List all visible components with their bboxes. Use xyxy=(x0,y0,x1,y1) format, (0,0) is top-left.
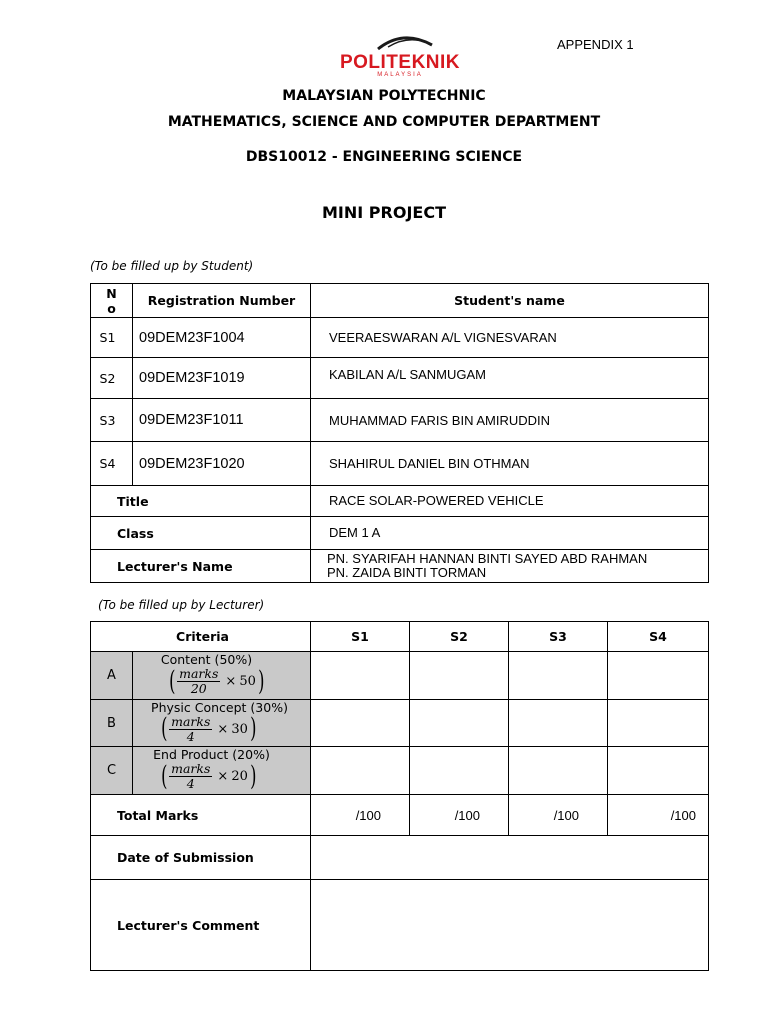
criteria-content-cell xyxy=(133,652,311,700)
table-row xyxy=(91,442,709,486)
criteria-letter: C xyxy=(91,747,133,795)
formula-numerator: marks xyxy=(179,666,219,681)
student-name[interactable]: MUHAMMAD FARIS BIN AMIRUDDIN xyxy=(311,399,709,442)
registration-number[interactable]: 09DEM23F1004 xyxy=(133,318,311,358)
student-id: S4 xyxy=(91,442,133,486)
name-header: Student's name xyxy=(311,284,709,318)
mark-cell-s4[interactable] xyxy=(608,747,709,795)
registration-number[interactable]: 09DEM23F1011 xyxy=(133,399,311,442)
student-table-header xyxy=(91,284,709,318)
student-table xyxy=(90,283,709,583)
mark-cell-s1[interactable] xyxy=(311,700,410,747)
formula-denominator: 20 xyxy=(190,681,207,696)
class-label: Class xyxy=(91,517,311,550)
department-heading: MATHEMATICS, SCIENCE AND COMPUTER DEPARTMENT xyxy=(167,114,601,130)
registration-header: Registration Number xyxy=(133,284,311,318)
criteria-formula: ( $\frac{\text{marks}}{4}$ × 30 ) xyxy=(160,713,257,744)
student-id: S3 xyxy=(91,399,133,442)
s3-header: S3 xyxy=(509,622,608,652)
criteria-row xyxy=(91,700,709,747)
marks-table-header xyxy=(91,622,709,652)
criteria-title: Content (50%) xyxy=(160,652,253,667)
marks-table xyxy=(90,621,709,971)
class-value[interactable]: DEM 1 A xyxy=(311,517,709,550)
table-row xyxy=(91,358,709,399)
criteria-letter: A xyxy=(91,652,133,700)
s4-header: S4 xyxy=(608,622,709,652)
submission-row xyxy=(91,836,709,880)
s1-header: S1 xyxy=(311,622,410,652)
title-label: Title xyxy=(91,486,311,517)
criteria-row xyxy=(91,747,709,795)
mark-cell-s1[interactable] xyxy=(311,747,410,795)
title-value[interactable]: RACE SOLAR-POWERED VEHICLE xyxy=(311,486,709,517)
registration-number[interactable]: 09DEM23F1019 xyxy=(133,358,311,399)
formula-denominator: 4 xyxy=(186,728,195,744)
student-id: S1 xyxy=(91,318,133,358)
total-marks-row xyxy=(91,795,709,836)
criteria-title: End Product (20%) xyxy=(153,747,270,762)
student-name[interactable]: VEERAESWARAN A/L VIGNESVARAN xyxy=(311,318,709,358)
student-name[interactable]: KABILAN A/L SANMUGAM xyxy=(311,358,709,399)
lecturer-section-note: (To be filled up by Lecturer) xyxy=(98,598,265,612)
criteria-header: Criteria xyxy=(91,622,311,652)
total-s4[interactable]: /100 xyxy=(608,795,709,836)
criteria-formula: ( $\frac{\text{marks}}{4}$ × 20 ) xyxy=(160,760,257,792)
student-section-note: (To be filled up by Student) xyxy=(90,259,254,273)
lecturer-name-1: PN. SYARIFAH HANNAN BINTI SAYED ABD RAHMAN xyxy=(327,551,648,566)
total-s2[interactable]: /100 xyxy=(410,795,509,836)
mark-cell-s4[interactable] xyxy=(608,652,709,700)
no-header: N o xyxy=(91,284,133,318)
lecturer-comment-label: Lecturer's Comment xyxy=(91,880,311,971)
mark-cell-s2[interactable] xyxy=(410,747,509,795)
criteria-row xyxy=(91,652,709,700)
politeknik-logo xyxy=(328,33,473,78)
project-heading: MINI PROJECT xyxy=(322,203,446,222)
s2-header: S2 xyxy=(410,622,509,652)
table-row xyxy=(91,318,709,358)
formula-multiplier: 20 xyxy=(231,769,248,784)
mark-cell-s4[interactable] xyxy=(608,700,709,747)
lecturer-comment-field[interactable] xyxy=(311,880,709,971)
criteria-letter: B xyxy=(91,700,133,747)
mark-cell-s1[interactable] xyxy=(311,652,410,700)
multiply-sign: × xyxy=(225,674,237,689)
table-row xyxy=(91,399,709,442)
formula-multiplier: 30 xyxy=(231,721,248,737)
institution-heading: MALAYSIAN POLYTECHNIC xyxy=(282,88,486,104)
lecturer-name-value[interactable] xyxy=(311,550,709,583)
lecturer-name-label: Lecturer's Name xyxy=(91,550,311,583)
multiply-sign: × xyxy=(217,769,229,784)
multiply-sign: × xyxy=(217,721,229,737)
formula-numerator: marks xyxy=(171,713,211,729)
registration-number[interactable]: 09DEM23F1020 xyxy=(133,442,311,486)
formula-numerator: marks xyxy=(171,761,211,776)
total-marks-label: Total Marks xyxy=(91,795,311,836)
svg-text:MALAYSIA: MALAYSIA xyxy=(377,72,423,78)
submission-date-field[interactable] xyxy=(311,836,709,880)
criteria-title: Physic Concept (30%) xyxy=(151,699,288,715)
title-row xyxy=(91,486,709,517)
formula-denominator: 4 xyxy=(186,776,195,791)
comment-row xyxy=(91,880,709,971)
lecturer-name-2: PN. ZAIDA BINTI TORMAN xyxy=(327,565,487,580)
student-id: S2 xyxy=(91,358,133,399)
mark-cell-s2[interactable] xyxy=(410,652,509,700)
mark-cell-s2[interactable] xyxy=(410,700,509,747)
svg-text:POLITEKNIK: POLITEKNIK xyxy=(339,52,461,73)
formula-multiplier: 50 xyxy=(239,674,256,689)
class-row xyxy=(91,517,709,550)
total-s3[interactable]: /100 xyxy=(509,795,608,836)
appendix-label: APPENDIX 1 xyxy=(557,37,634,52)
mark-cell-s3[interactable] xyxy=(509,700,608,747)
criteria-physic-concept-cell xyxy=(133,700,311,747)
total-s1[interactable]: /100 xyxy=(311,795,410,836)
course-heading: DBS10012 - ENGINEERING SCIENCE xyxy=(245,149,523,165)
lecturer-row xyxy=(91,550,709,583)
criteria-end-product-cell xyxy=(133,747,311,795)
mark-cell-s3[interactable] xyxy=(509,747,608,795)
criteria-formula: ( $\frac{\text{marks}}{20}$ × 50 ) xyxy=(168,665,265,697)
mark-cell-s3[interactable] xyxy=(509,652,608,700)
submission-date-label: Date of Submission xyxy=(91,836,311,880)
student-name[interactable]: SHAHIRUL DANIEL BIN OTHMAN xyxy=(311,442,709,486)
